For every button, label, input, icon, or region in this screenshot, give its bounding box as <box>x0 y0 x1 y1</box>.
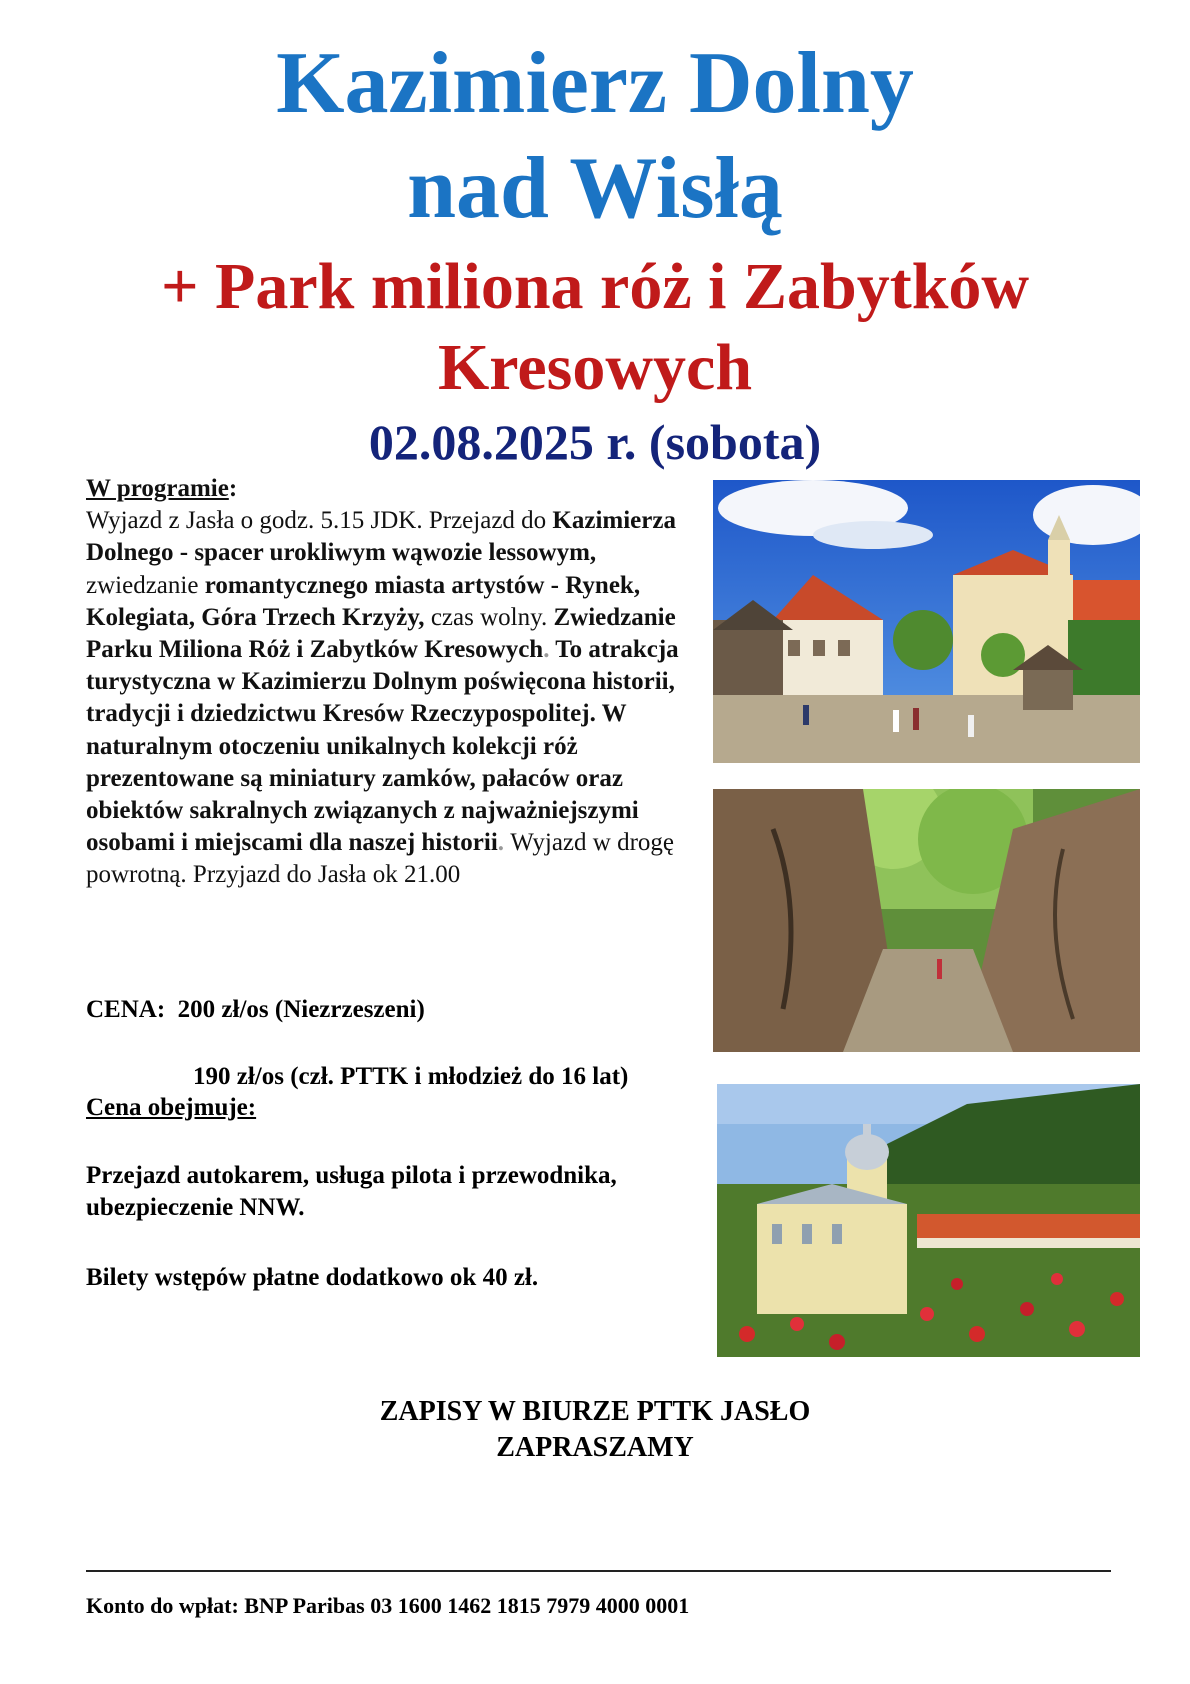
program-text-2: Kazimierza Dolnego - spacer urokliwym wąwozie lessowym, <box>86 507 676 567</box>
title-line-2: nad Wisłą <box>407 140 783 237</box>
program-text-5: czas wolny. <box>424 603 554 631</box>
program-text-8: To atrakcja turystyczna w Kazimierzu Dolnym poświęcona historii, tradycji i dziedzictwu Kresów Rzeczypospolitej. W naturalnym otoczeniu unikalnych kolekcji róż prezentowane są miniatury zamków, pałaców oraz obiektów sakralnych związanych z najważniejszymi osobami i miejscami dla naszej historii <box>86 636 679 857</box>
includes-text: Przejazd autokarem, usługa pilota i przewodnika, ubezpieczenie NNW. <box>86 1162 617 1221</box>
program-section <box>86 473 706 892</box>
event-date: 02.08.2025 r. (sobota) <box>368 414 822 470</box>
program-text-4: romantycznego miasta artystów - Rynek, Kolegiata, Góra Trzech Krzyży, <box>86 571 641 631</box>
bank-account: Konto do wpłat: BNP Paribas 03 1600 1462 1815 7979 4000 0001 <box>86 1593 690 1618</box>
program-text-9: . <box>497 829 511 857</box>
subtitle-line-2: Kresowych <box>437 331 753 404</box>
price-member: 190 zł/os (czł. PTTK i młodzież do 16 lat) <box>193 1063 629 1090</box>
program-heading: W programie <box>86 475 229 502</box>
program-heading-colon: : <box>228 475 238 502</box>
program-text-7: . <box>543 636 556 664</box>
rose-park-photo <box>717 1084 1140 1357</box>
loess-gorge-photo <box>713 789 1140 1052</box>
program-text-10: Wyjazd w drogę powrotną. Przyjazd do Jasła ok 21.00 <box>86 829 674 889</box>
tickets-note: Bilety wstępów płatne dodatkowo ok 40 zł. <box>86 1264 539 1291</box>
signup-line: ZAPISY W BIURZE PTTK JASŁO <box>379 1396 811 1427</box>
price-regular-row <box>86 994 425 1026</box>
program-text-3: zwiedzanie <box>86 571 205 599</box>
subtitle-line-1: + Park miliona róż i Zabytków <box>160 250 1030 323</box>
invite-line: ZAPRASZAMY <box>496 1432 694 1463</box>
price-label: CENA: <box>86 996 166 1023</box>
footer-divider <box>86 1570 1111 1572</box>
town-square-photo <box>713 480 1140 763</box>
includes-heading: Cena obejmuje: <box>86 1094 257 1121</box>
title-line-1: Kazimierz Dolny <box>276 35 914 132</box>
program-text-6: Zwiedzanie Parku Miliona Róż i Zabytków Kresowych <box>86 603 676 664</box>
price-regular: 200 zł/os (Niezrzeszeni) <box>177 996 425 1023</box>
program-text-1: Wyjazd z Jasła o godz. 5.15 JDK. Przejazd do <box>86 507 553 535</box>
